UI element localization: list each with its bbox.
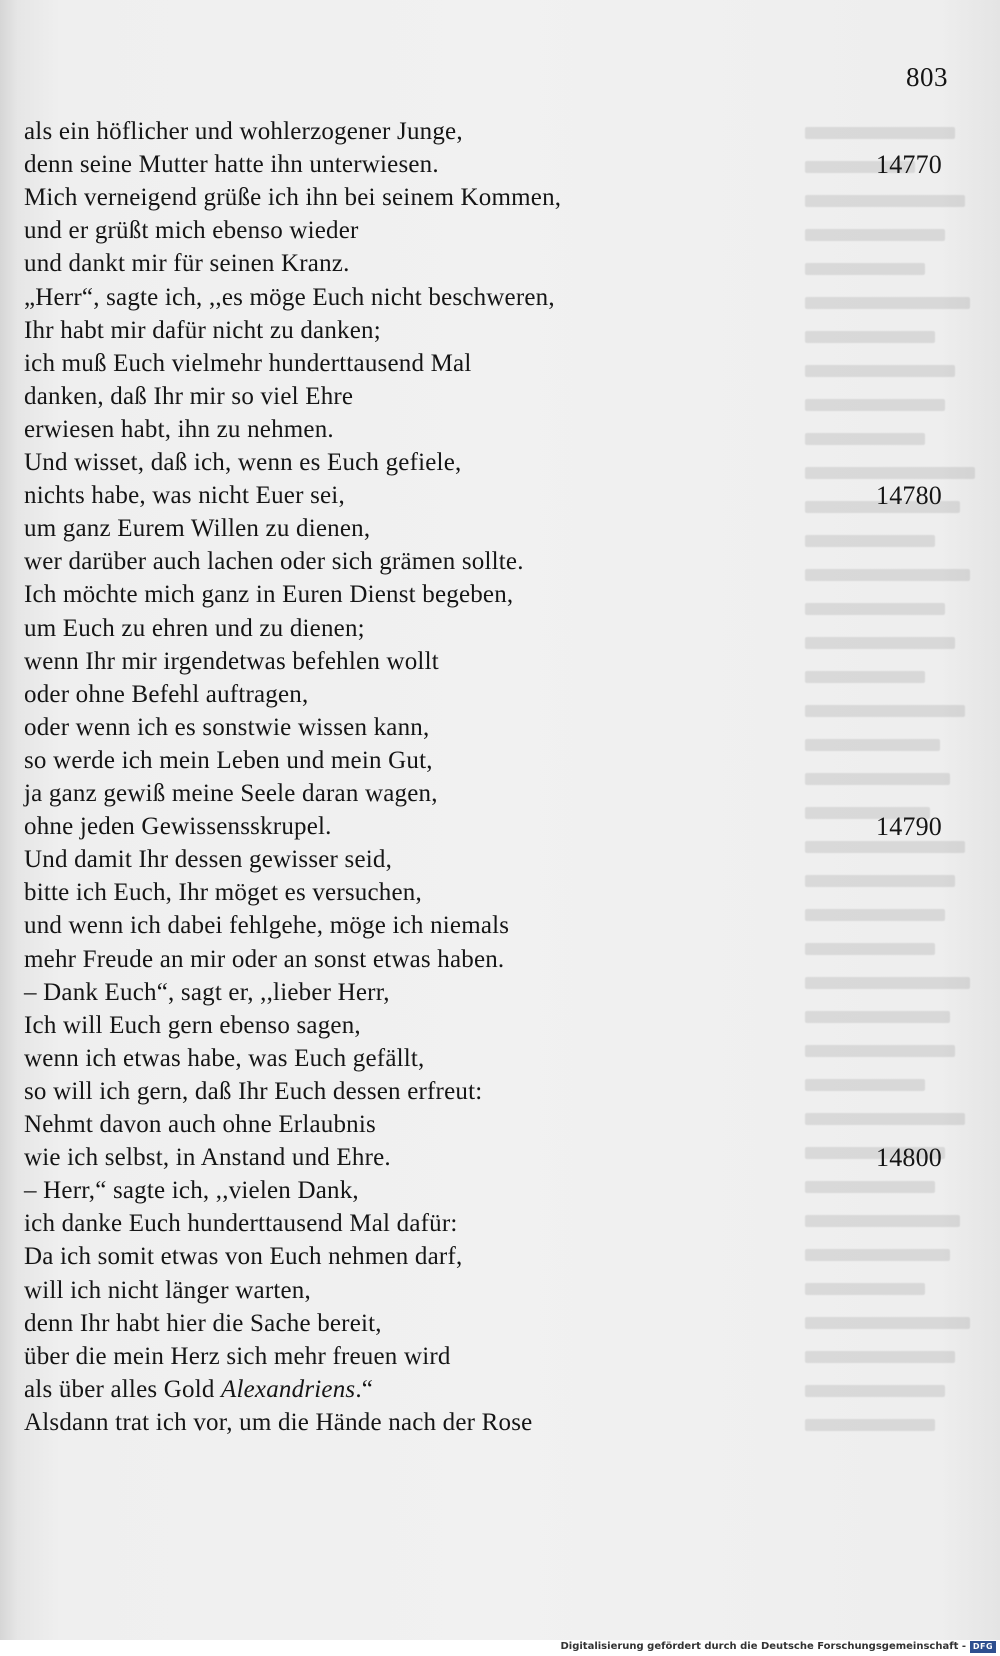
verse-line-text: Ich möchte mich ganz in Euren Dienst begeben, (24, 581, 514, 609)
verse-line (24, 909, 509, 943)
verse-line-text: Und damit Ihr dessen gewisser seid, (24, 846, 393, 874)
verse-line-text: als ein höflicher und wohlerzogener Junge, (24, 118, 463, 145)
verse-line (24, 1207, 458, 1241)
verse-line-text: will ich nicht länger warten, (24, 1276, 311, 1304)
verse-line (24, 1307, 382, 1341)
verse-line-text: Ihr habt mir dafür nicht zu danken; (24, 316, 381, 344)
verse-line (24, 413, 334, 447)
verse-line (24, 148, 942, 182)
verse-line (24, 214, 359, 248)
verse-line-text: mehr Freude an mir oder an sonst etwas haben. (24, 945, 505, 973)
verse-line (24, 976, 390, 1010)
verse-line-text: ja ganz gewiß meine Seele daran wagen, (24, 780, 438, 807)
verse-line (24, 479, 942, 513)
verse-line (24, 1373, 373, 1407)
verse-line-text: um ganz Eurem Willen zu dienen, (24, 515, 371, 543)
verse-line-text: danken, daß Ihr mir so viel Ehre (24, 382, 354, 410)
verse-line (24, 711, 429, 745)
verse-line (24, 1406, 532, 1440)
verse-line-tail: .“ (355, 1375, 374, 1403)
verse-line-text: bitte ich Euch, Ihr möget es versuchen, (24, 879, 422, 907)
verse-line-text: als über alles Gold (24, 1375, 222, 1403)
verse-line-text: Mich verneigend grüße ich ihn bei seinem Kommen, (24, 184, 562, 212)
verse-line-text: „Herr“, sagte ich, ,,es möge Euch nicht beschweren, (24, 283, 555, 311)
verse-line (24, 314, 381, 348)
verse-line-text: wenn Ihr mir irgendetwas befehlen wollt (24, 647, 439, 675)
verse-line (24, 115, 463, 149)
verse-line-text: denn Ihr habt hier die Sache bereit, (24, 1309, 382, 1337)
verse-line (24, 1141, 942, 1175)
digitization-footer (0, 1640, 1000, 1656)
verse-line-text: und wenn ich dabei fehlgehe, möge ich niemals (24, 912, 510, 940)
show-through-texture (805, 115, 995, 1435)
verse-line-text: und er grüßt mich ebenso wieder (24, 217, 359, 245)
verse-line (24, 645, 439, 679)
verse-line-text: über die mein Herz sich mehr freuen wird (24, 1342, 451, 1370)
verse-line (24, 1042, 425, 1076)
verse-line-text: – Dank Euch“, sagt er, ,,lieber Herr, (24, 978, 390, 1006)
verse-line-text: denn seine Mutter hatte ihn unterwiesen. (24, 151, 439, 179)
verse-line (24, 1108, 376, 1142)
verse-line-text: ohne jeden Gewissensskrupel. (24, 813, 332, 841)
verse-line (24, 876, 422, 910)
verse-line-text: ich muß Euch vielmehr hunderttausend Mal (24, 349, 472, 377)
verse-line (24, 545, 524, 579)
verse-line (24, 512, 370, 546)
verse-line (24, 1240, 462, 1274)
line-number: 14780 (876, 481, 942, 511)
verse-line-text: oder ohne Befehl auftragen, (24, 680, 309, 708)
line-number: 14770 (876, 150, 942, 180)
verse-line-text: und dankt mir für seinen Kranz. (24, 250, 350, 278)
verse-line (24, 943, 504, 977)
verse-line-text: erwiesen habt, ihn zu nehmen. (24, 415, 334, 443)
verse-line (24, 347, 471, 381)
verse-line (24, 181, 561, 215)
dfg-logo: DFG (970, 1641, 996, 1653)
verse-line (24, 281, 555, 315)
verse-line (24, 744, 433, 778)
verse-line (24, 612, 365, 646)
verse-line (24, 777, 438, 811)
verse-line-text: Alsdann trat ich vor, um die Hände nach der Rose (24, 1408, 533, 1436)
verse-line (24, 247, 350, 281)
verse-line (24, 843, 392, 877)
verse-line-text: ich danke Euch hunderttausend Mal dafür: (24, 1210, 458, 1238)
verse-line-text: wie ich selbst, in Anstand und Ehre. (24, 1144, 391, 1172)
verse-line (24, 380, 353, 414)
verse-line-text: – Herr,“ sagte ich, ,,vielen Dank, (24, 1177, 359, 1205)
line-number: 14800 (876, 1143, 942, 1173)
verse-line-text: wer darüber auch lachen oder sich grämen sollte. (24, 548, 524, 576)
verse-line-text: wenn ich etwas habe, was Euch gefällt, (24, 1044, 425, 1072)
verse-line (24, 810, 942, 844)
verse-line-text: Und wisset, daß ich, wenn es Euch gefiele, (24, 449, 462, 476)
verse-line (24, 1009, 361, 1043)
verse-line (24, 678, 308, 712)
verse-line-text: nichts habe, was nicht Euer sei, (24, 482, 345, 510)
verse-line-text: oder wenn ich es sonstwie wissen kann, (24, 713, 430, 741)
footer-credit: Digitalisierung gefördert durch die Deutsche Forschungsgemeinschaft - (560, 1641, 966, 1652)
line-number: 14790 (876, 812, 942, 842)
verse-line-text: um Euch zu ehren und zu dienen; (24, 614, 365, 642)
verse-line (24, 578, 513, 612)
italic-name: Alexandriens (221, 1375, 356, 1403)
verse-line (24, 1274, 311, 1308)
verse-line-text: Da ich somit etwas von Euch nehmen darf, (24, 1243, 463, 1271)
verse-line (24, 1174, 359, 1208)
verse-line (24, 1075, 482, 1109)
verse-line-text: so will ich gern, daß Ihr Euch dessen erfreut: (24, 1077, 483, 1105)
verse-line (24, 1340, 451, 1374)
verse-line-text: Ich will Euch gern ebenso sagen, (24, 1011, 361, 1039)
page-number: 803 (906, 62, 948, 92)
verse-line-text: Nehmt davon auch ohne Erlaubnis (24, 1111, 376, 1138)
verse-line (24, 446, 461, 480)
verse-line-text: so werde ich mein Leben und mein Gut, (24, 746, 433, 774)
